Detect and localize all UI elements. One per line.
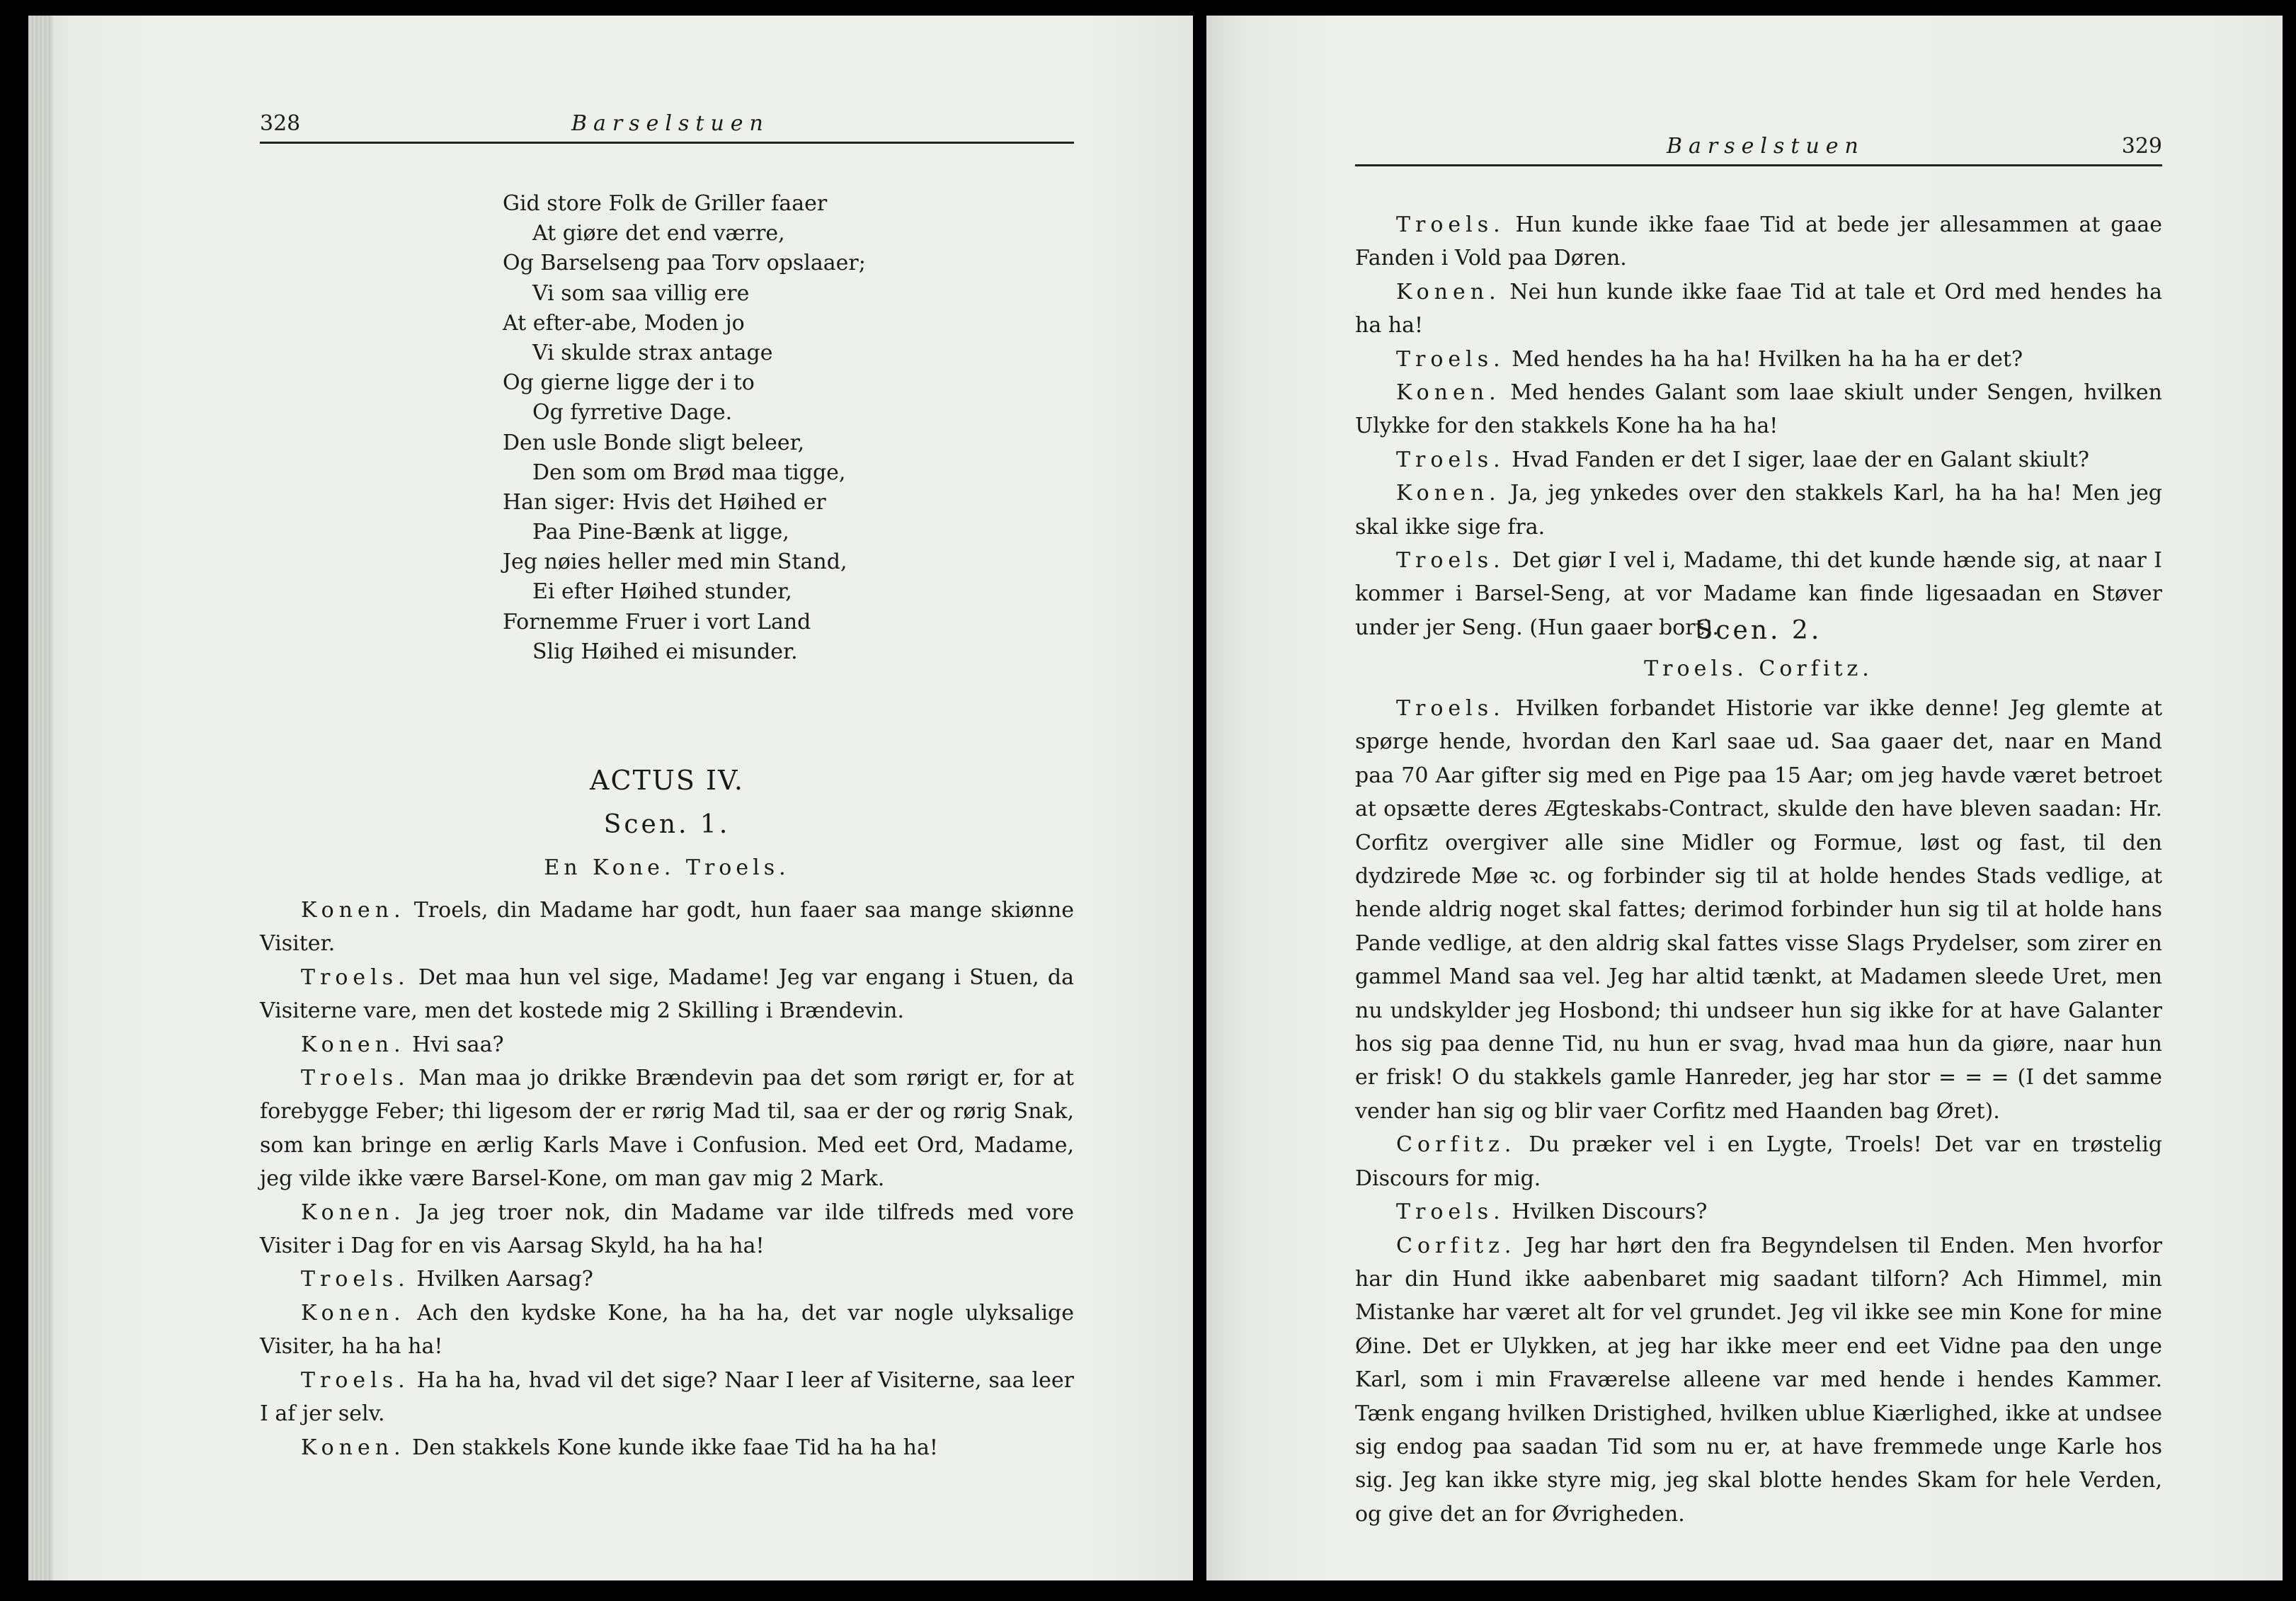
speech-text: Med hendes ha ha ha! Hvilken ha ha ha er det? bbox=[1504, 346, 2023, 372]
dialogue-paragraph bbox=[1355, 692, 2162, 1128]
dialogue-paragraph bbox=[260, 1061, 1074, 1196]
speech-text: Det maa hun vel sige, Madame! Jeg var engang i Stuen, da Visiterne vare, men det kostede mig 2 Skilling i Brændevin. bbox=[260, 964, 1074, 1024]
speech-text: Jeg har hørt den fra Begyndelsen til Enden. Men hvorfor har din Hund ikke aabenbaret mig saadant tilforn? Ach Himmel, min Mistanke har været alt for vel grundet. Jeg vil ikke see min Kone for mine Øine. Det er Ulykken, at jeg har ikke meer end eet Vidne paa den unge Karl, som i min Fraværelse alleene var med hende i hendes Kammer. Tænk engang hvilken Dristighed, hvilken ublue Kiærlighed, ikke at undsee sig endog paa saadan Tid som nu er, at have fremmede unge Karle hos sig. Jeg kan ikke styre mig, jeg skal blotte hendes Skam for hele Verden, og give det an for Øvrigheden. bbox=[1355, 1233, 2162, 1527]
speaker-name: Konen. bbox=[1396, 279, 1501, 304]
speaker-name: Troels. bbox=[301, 1367, 410, 1393]
dialogue-paragraph bbox=[1355, 477, 2162, 544]
page-number: 329 bbox=[2121, 134, 2162, 159]
speaker-name: Troels. bbox=[1396, 548, 1505, 574]
cast-list: Troels. Corfitz. bbox=[1644, 656, 1873, 681]
act-heading: ACTUS IV. bbox=[590, 765, 744, 796]
speaker-name: Troels. bbox=[301, 1066, 410, 1091]
poem-line: At giøre det end værre, bbox=[532, 221, 785, 246]
dialogue-paragraph bbox=[1355, 275, 2162, 343]
poem-line: At efter-abe, Moden jo bbox=[503, 310, 745, 336]
dialogue-paragraph bbox=[1355, 1195, 2162, 1229]
speaker-name: Konen. bbox=[301, 1300, 406, 1326]
poem-line: Ei efter Høihed stunder, bbox=[532, 579, 792, 605]
speech-text: Hvilken Discours? bbox=[1504, 1200, 1708, 1225]
poem-line: Den usle Bonde sligt beleer, bbox=[503, 430, 805, 455]
poem bbox=[503, 189, 1069, 667]
dialogue-paragraph bbox=[1355, 343, 2162, 376]
running-title: Barselstuen bbox=[571, 111, 770, 136]
scene-heading: Scen. 1. bbox=[603, 810, 731, 839]
speech-text: Den stakkels Kone kunde ikke faae Tid ha ha ha! bbox=[405, 1435, 938, 1460]
dialogue-paragraph bbox=[260, 1431, 1074, 1464]
speaker-name: Corfitz. bbox=[1396, 1132, 1517, 1158]
dialogue-block-bottom bbox=[1355, 692, 2162, 1531]
poem-line: Vi som saa villig ere bbox=[532, 280, 750, 306]
speech-text: Ha ha ha, hvad vil det sige? Naar I leer af Visiterne, saa leer I af jer selv. bbox=[260, 1367, 1074, 1427]
speaker-name: Troels. bbox=[301, 1267, 410, 1292]
dialogue-paragraph bbox=[1355, 208, 2162, 275]
poem-line: Den som om Brød maa tigge, bbox=[532, 460, 846, 485]
speech-text: Du præker vel i en Lygte, Troels! Det var en trøstelig Discours for mig. bbox=[1355, 1132, 2162, 1191]
poem-line: Fornemme Fruer i vort Land bbox=[503, 609, 811, 634]
dialogue-block-top bbox=[1355, 208, 2162, 644]
speaker-name: Troels. bbox=[301, 964, 410, 990]
poem-line: Han siger: Hvis det Høihed er bbox=[503, 489, 826, 515]
speech-text: Hvilken forbandet Historie var ikke denne! Jeg glemte at spørge hende, hvordan den Karl saae ud. Saa gaaer det, naar en Mand paa 70 Aar gifter sig med en Pige paa 15 Aar; om jeg havde været betroet at opsætte deres Ægteskabs-Contract, skulde den have bleven saadan: Hr. Corfitz overgiver alle sine Midler og Formue, løst og fast, til den dydzirede Møe ꝛc. og forbinder sig til at holde hendes Stads vedlige, at hende aldrig noget skal fattes; derimod forbinder hun sig til at holde hans Pande vedlige, at den aldrig skal fattes visse Slags Prydelser, som zirer en gammel Mand saa vel. Jeg har altid tænkt, at Madamen sleede Uret, men nu undskylder jeg Hosbond; thi undseer hun sig ikke for at have Galanter hos sig paa denne Tid, nu hun er svag, hvad maa hun da giøre, naar hun er frisk! O du stakkels gamle Hanreder, jeg har stor = = = (I det samme vender han sig og blir vaer Corfitz med Haanden bag Øret). bbox=[1355, 696, 2162, 1124]
speaker-name: Konen. bbox=[301, 1200, 406, 1225]
poem-line: Gid store Folk de Griller faaer bbox=[503, 191, 828, 216]
page-edge-strip bbox=[28, 16, 52, 1580]
scene-heading: Scen. 2. bbox=[1695, 616, 1822, 645]
speaker-name: Troels. bbox=[1396, 696, 1505, 721]
speaker-name: Troels. bbox=[1396, 212, 1505, 237]
poem-line: Og gierne ligge der i to bbox=[503, 370, 755, 396]
speech-text: Man maa jo drikke Brændevin paa det som rørigt er, for at forebygge Feber; thi ligesom der er rørig Mad til, saa er der og rørig Snak, som kan bringe en ærlig Karls Mave i Confusion. Med eet Ord, Madame, jeg vilde ikke være Barsel-Kone, om man gav mig 2 Mark. bbox=[260, 1066, 1074, 1192]
speech-text: Hvi saa? bbox=[405, 1032, 504, 1057]
poem-line: Slig Høihed ei misunder. bbox=[532, 639, 798, 664]
right-page bbox=[1206, 16, 2283, 1580]
speaker-name: Troels. bbox=[1396, 447, 1505, 472]
dialogue-paragraph bbox=[260, 961, 1074, 1028]
speaker-name: Konen. bbox=[301, 1435, 406, 1460]
left-page bbox=[28, 16, 1193, 1580]
dialogue-paragraph bbox=[1355, 376, 2162, 443]
page-number: 328 bbox=[260, 111, 301, 136]
speaker-name: Troels. bbox=[1396, 346, 1505, 372]
dialogue-paragraph bbox=[260, 1028, 1074, 1061]
speech-text: Hvilken Aarsag? bbox=[409, 1267, 593, 1292]
dialogue-paragraph bbox=[1355, 1128, 2162, 1195]
speech-text: Med hendes Galant som laae skiult under Sengen, hvilken Ulykke for den stakkels Kone ha ha ha! bbox=[1355, 380, 2162, 439]
running-head bbox=[1355, 122, 2162, 166]
speaker-name: Troels. bbox=[1396, 1200, 1505, 1225]
speaker-name: Konen. bbox=[301, 1032, 406, 1057]
speech-text: Det giør I vel i, Madame, thi det kunde hænde sig, at naar I kommer i Barsel-Seng, at vor Madame kan finde ligesaadan en Støver under jer Seng. (Hun gaaer bort). bbox=[1355, 548, 2162, 640]
running-head bbox=[260, 99, 1074, 144]
dialogue-paragraph bbox=[1355, 1229, 2162, 1532]
poem-line: Og fyrretive Dage. bbox=[532, 400, 733, 426]
poem-line: Vi skulde strax antage bbox=[532, 340, 773, 365]
speaker-name: Konen. bbox=[1396, 481, 1501, 506]
speech-text: Hvad Fanden er det I siger, laae der en Galant skiult? bbox=[1504, 447, 2089, 472]
dialogue-paragraph bbox=[260, 1297, 1074, 1364]
poem-line: Jeg nøies heller med min Stand, bbox=[503, 549, 847, 575]
dialogue-block bbox=[260, 894, 1074, 1464]
dialogue-paragraph bbox=[260, 1263, 1074, 1296]
poem-line: Og Barselseng paa Torv opslaaer; bbox=[503, 251, 866, 276]
speech-text: Ach den kydske Kone, ha ha ha, det var nogle ulyksalige Visiter, ha ha ha! bbox=[260, 1300, 1074, 1360]
speech-text: Ja jeg troer nok, din Madame var ilde tilfreds med vore Visiter i Dag for en vis Aarsag Skyld, ha ha ha! bbox=[260, 1200, 1074, 1259]
speech-text: Hun kunde ikke faae Tid at bede jer allesammen at gaae Fanden i Vold paa Døren. bbox=[1355, 212, 2162, 271]
dialogue-paragraph bbox=[260, 1364, 1074, 1431]
cast-list: En Kone. Troels. bbox=[544, 855, 790, 880]
speaker-name: Konen. bbox=[301, 898, 406, 923]
speaker-name: Konen. bbox=[1396, 380, 1501, 406]
running-title: Barselstuen bbox=[1667, 134, 1865, 159]
speaker-name: Corfitz. bbox=[1396, 1233, 1517, 1258]
poem-line: Paa Pine-Bænk at ligge, bbox=[532, 520, 789, 545]
speech-text: Ja, jeg ynkedes over den stakkels Karl, ha ha ha! Men jeg skal ikke sige fra. bbox=[1355, 481, 2162, 540]
speech-text: Nei hun kunde ikke faae Tid at tale et Ord med hendes ha ha ha! bbox=[1355, 279, 2162, 338]
speech-text: Troels, din Madame har godt, hun faaer saa mange skiønne Visiter. bbox=[260, 898, 1074, 957]
dialogue-paragraph bbox=[260, 894, 1074, 961]
dialogue-paragraph bbox=[260, 1196, 1074, 1263]
dialogue-paragraph bbox=[1355, 443, 2162, 477]
